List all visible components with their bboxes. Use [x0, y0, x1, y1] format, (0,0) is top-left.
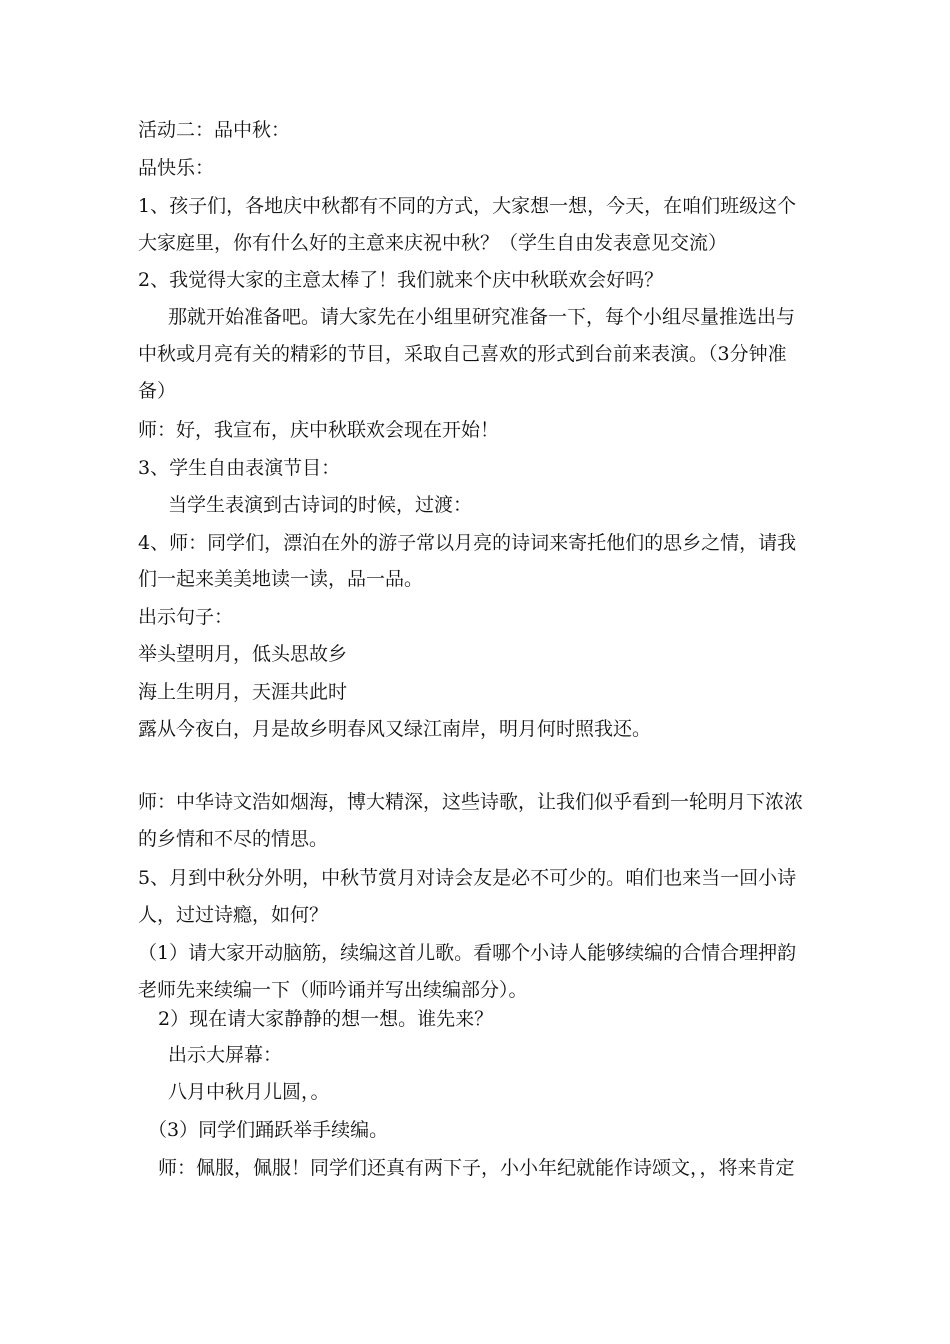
- paragraph-line: 5、月到中秋分外明，中秋节赏月对诗会友是必不可少的。咱们也来当一回小诗: [138, 867, 797, 889]
- paragraph-line: 3、学生自由表演节目：: [138, 457, 341, 479]
- subheading-happiness: 品快乐：: [138, 157, 215, 179]
- paragraph-line: 人，过过诗瘾，如何？: [138, 904, 329, 926]
- paragraph-line: 2、我觉得大家的主意太棒了！我们就来个庆中秋联欢会好吗？: [138, 269, 664, 291]
- paragraph-line: 老师先来续编一下（师吟诵并写出续编部分）。: [138, 979, 528, 1001]
- paragraph-line: 备）: [138, 380, 177, 402]
- paragraph-line: 出示句子：: [138, 606, 234, 628]
- paragraph-line: 当学生表演到古诗词的时候，过渡：: [168, 494, 473, 516]
- poem-line: 露从今夜白，月是故乡明春风又绿江南岸，明月何时照我还。: [138, 718, 652, 740]
- paragraph-line: 们一起来美美地读一读，品一品。: [138, 568, 424, 590]
- paragraph-line: 师：佩服，佩服！同学们还真有两下子，小小年纪就能作诗颂文，，将来肯定: [158, 1157, 795, 1179]
- paragraph-line: 2）现在请大家静静的想一想。谁先来？: [158, 1008, 494, 1030]
- paragraph-line: 出示大屏幕：: [168, 1044, 283, 1066]
- paragraph-line: 中秋或月亮有关的精彩的节目，采取自己喜欢的形式到台前来表演。（3分钟准: [138, 343, 787, 365]
- poem-line: 举头望明月，低头思故乡: [138, 643, 348, 665]
- paragraph-line: 1、孩子们，各地庆中秋都有不同的方式，大家想一想，今天，在咱们班级这个: [138, 195, 797, 217]
- paragraph-line: （1）请大家开动脑筋，续编这首儿歌。看哪个小诗人能够续编的合情合理押韵: [138, 942, 797, 964]
- paragraph-line: 师：好，我宣布，庆中秋联欢会现在开始！: [138, 419, 500, 441]
- poem-line: 海上生明月，天涯共此时: [138, 681, 348, 703]
- paragraph-line: 师：中华诗文浩如烟海，博大精深，这些诗歌，让我们似乎看到一轮明月下浓浓: [138, 791, 804, 813]
- paragraph-line: 大家庭里，你有什么好的主意来庆祝中秋？（学生自由发表意见交流）: [138, 232, 728, 254]
- paragraph-line: （3）同学们踊跃举手续编。: [148, 1119, 389, 1141]
- paragraph-line: 八月中秋月儿圆，。: [168, 1081, 330, 1103]
- heading-activity-two: 活动二：品中秋：: [138, 119, 291, 141]
- paragraph-line: 那就开始准备吧。请大家先在小组里研究准备一下，每个小组尽量推选出与: [168, 306, 796, 328]
- paragraph-line: 的乡情和不尽的情思。: [138, 828, 329, 850]
- paragraph-line: 4、师：同学们，漂泊在外的游子常以月亮的诗词来寄托他们的思乡之情，请我: [138, 532, 797, 554]
